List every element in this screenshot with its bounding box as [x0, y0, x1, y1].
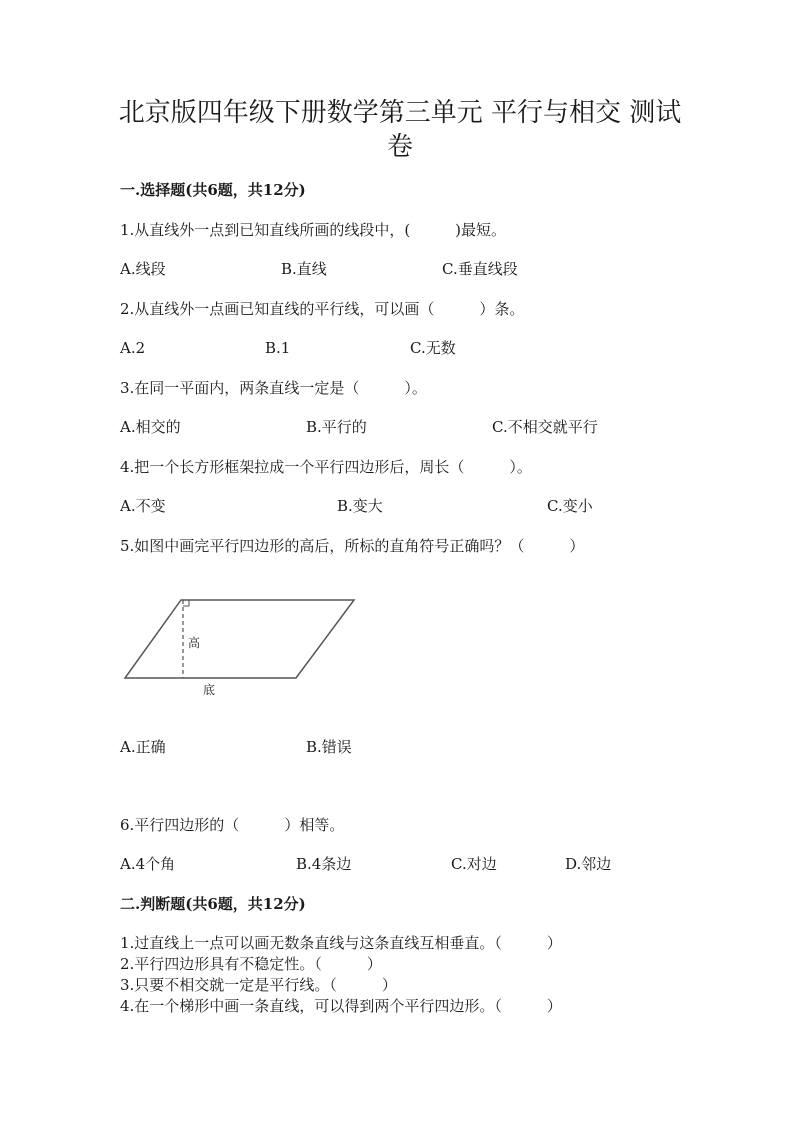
height-label: 高	[188, 636, 201, 650]
base-label: 底	[203, 683, 216, 697]
q6-option-d[interactable]: D.邻边	[565, 855, 612, 873]
q4-option-b[interactable]: B.变大	[337, 497, 383, 515]
right-angle-mark	[183, 600, 189, 606]
q3-option-b[interactable]: B.平行的	[306, 418, 367, 436]
q6-option-c[interactable]: C.对边	[451, 855, 497, 873]
q1-option-a[interactable]: A.线段	[120, 260, 166, 278]
page-title: 北京版四年级下册数学第三单元 平行与相交 测试卷	[118, 98, 682, 162]
judgement-item-4: 4.在一个梯形中画一条直线，可以得到两个平行四边形。（ ）	[120, 997, 562, 1015]
parallelogram-shape	[125, 600, 354, 678]
judgement-item-2: 2.平行四边形具有不稳定性。（ ）	[120, 955, 382, 973]
question-2: 2.从直线外一点画已知直线的平行线，可以画（ ）条。	[120, 300, 525, 318]
q6-option-a[interactable]: A.4个角	[120, 855, 176, 873]
section-heading-judgement: 二.判断题(共6题，共12分)	[120, 895, 306, 913]
question-3: 3.在同一平面内，两条直线一定是（ ）。	[120, 379, 427, 397]
question-4: 4.把一个长方形框架拉成一个平行四边形后，周长（ ）。	[120, 458, 532, 476]
q2-option-c[interactable]: C.无数	[410, 339, 456, 357]
q2-option-a[interactable]: A.2	[120, 339, 146, 357]
q6-option-b[interactable]: B.4条边	[296, 855, 352, 873]
judgement-item-1: 1.过直线上一点可以画无数条直线与这条直线互相垂直。（ ）	[120, 934, 562, 952]
question-5: 5.如图中画完平行四边形的高后，所标的直角符号正确吗？（ ）	[120, 537, 585, 555]
q4-option-a[interactable]: A.不变	[120, 497, 166, 515]
q1-option-b[interactable]: B.直线	[281, 260, 327, 278]
section-heading-choice: 一.选择题(共6题，共12分)	[120, 181, 306, 199]
q4-option-c[interactable]: C.变小	[547, 497, 593, 515]
q3-option-a[interactable]: A.相交的	[120, 418, 181, 436]
q1-option-c[interactable]: C.垂直线段	[442, 260, 518, 278]
question-1: 1.从直线外一点到已知直线所画的线段中，( )最短。	[120, 221, 507, 239]
q2-option-b[interactable]: B.1	[265, 339, 291, 357]
q5-option-b[interactable]: B.错误	[306, 738, 352, 756]
q3-option-c[interactable]: C.不相交就平行	[492, 418, 598, 436]
q5-option-a[interactable]: A.正确	[120, 738, 166, 756]
judgement-item-3: 3.只要不相交就一定是平行线。（ ）	[120, 976, 397, 994]
parallelogram-figure	[118, 592, 358, 698]
question-6: 6.平行四边形的（ ）相等。	[120, 816, 345, 834]
